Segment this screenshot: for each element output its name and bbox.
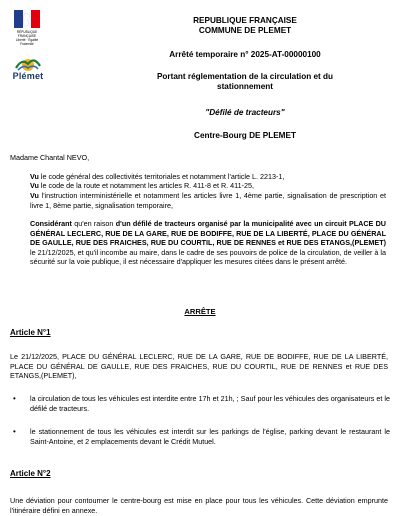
list-item-text: le stationnement de tous les véhicules est interdit sur les parkings de l'église, parking devant le restaurant le Saint-Antoine, et 2 emplacements devant le Crédit Mutuel. <box>30 427 390 446</box>
plemet-logo <box>8 56 48 81</box>
object-line-1: Portant réglementation de la circulation et du <box>156 72 334 81</box>
list-item <box>13 394 390 413</box>
list-item <box>13 427 390 446</box>
vu-text: le code général des collectivités territoriales et notamment l'article L. 2213-1, <box>38 172 285 181</box>
vu-label: Vu <box>30 191 39 200</box>
rf-line-4: Fraternité <box>20 42 34 46</box>
list-item-text: la circulation de tous les véhicules est interdite entre 17h et 21h, ; Sauf pour les véhicules des organisateurs et le défilé de tracteurs. <box>30 394 390 413</box>
republic-heading: REPUBLIQUE FRANÇAISE <box>193 16 297 25</box>
considerant-lead: qu'en raison <box>71 219 116 228</box>
marianne-flag-icon <box>14 10 40 28</box>
rf-logo-text <box>10 30 44 46</box>
rf-line-1: RÉPUBLIQUE <box>16 30 38 34</box>
article-1-intro: Le 21/12/2025, PLACE DU GÉNÉRAL LECLERC, RUE DE LA GARE, RUE DE BODIFFE, RUE DE LA LIBERTÉ, PLACE DU GÉNÉRAL DE GAULLE, RUE DES FRAICHES, RUE DU COURTIL, RUE DE RENNES et RUE DES ETANGS,(PLEMET), <box>10 352 388 380</box>
considerant-rest: le 21/12/2025, et qu'il incombe au maire, dans le cadre de ses pouvoirs de police de la circulation, de veiller à la sécurité sur la voie publique, il est nécessaire d'appliquer les mesures citées dans le présent arrêté. <box>30 247 386 266</box>
arrete-heading: ARRÊTE <box>184 307 216 316</box>
bullet-icon: • <box>13 427 16 436</box>
event-title: "Défilé de tracteurs" <box>205 108 285 117</box>
arrete-reference: Arrêté temporaire n° 2025-AT-00000100 <box>169 50 321 59</box>
considerant-event-description: d'un défilé de tracteurs organisé par la municipalité avec un circuit PLACE DU GÉNÉRAL LECLERC, RUE DE LA GARE, RUE DE BODIFFE, RUE DE LA LIBERTÉ, PLACE DU GÉNÉRAL DE GAULLE, RUE DES FRAICHES, RUE DU COURTIL, RUE DE RENNES et RUE DES ETANGS,(PLEMET) <box>30 219 386 247</box>
considerant-label: Considérant <box>30 219 72 228</box>
article-2-title: Article N°2 <box>10 469 51 478</box>
vu-label: Vu <box>30 181 39 190</box>
considerant-clause <box>30 219 386 267</box>
rf-line-3: Liberté · Égalité <box>15 38 39 42</box>
commune-heading: COMMUNE DE PLEMET <box>198 26 292 35</box>
article-1-title: Article N°1 <box>10 328 51 337</box>
plemet-logo-text: Plémet <box>12 71 44 81</box>
rf-line-2: FRANÇAISE <box>17 34 37 38</box>
article-2-text: Une déviation pour contourner le centre-bourg est mise en place pour tous les véhicules. Cette déviation emprunte l'itinéraire défini en annexe. <box>10 496 388 515</box>
mayor-name: Madame Chantal NEVO, <box>10 153 90 162</box>
object-line-2: stationnement <box>217 82 273 91</box>
vu-clause <box>30 191 386 210</box>
location-title: Centre-Bourg DE PLEMET <box>194 131 296 140</box>
vu-text: l'instruction interministérielle et notamment les articles livre 1, 4ème partie, signalisation de prescription et livre 1, 8ème partie, signalisation temporaire, <box>30 191 386 210</box>
vu-text: le code de la route et notamment les articles R. 411-8 et R. 411-25, <box>38 181 254 190</box>
vu-label: Vu <box>30 172 39 181</box>
vu-clause <box>30 181 386 191</box>
republique-francaise-logo <box>10 10 44 46</box>
plemet-emblem-icon <box>14 56 42 72</box>
bullet-icon: • <box>13 394 16 403</box>
